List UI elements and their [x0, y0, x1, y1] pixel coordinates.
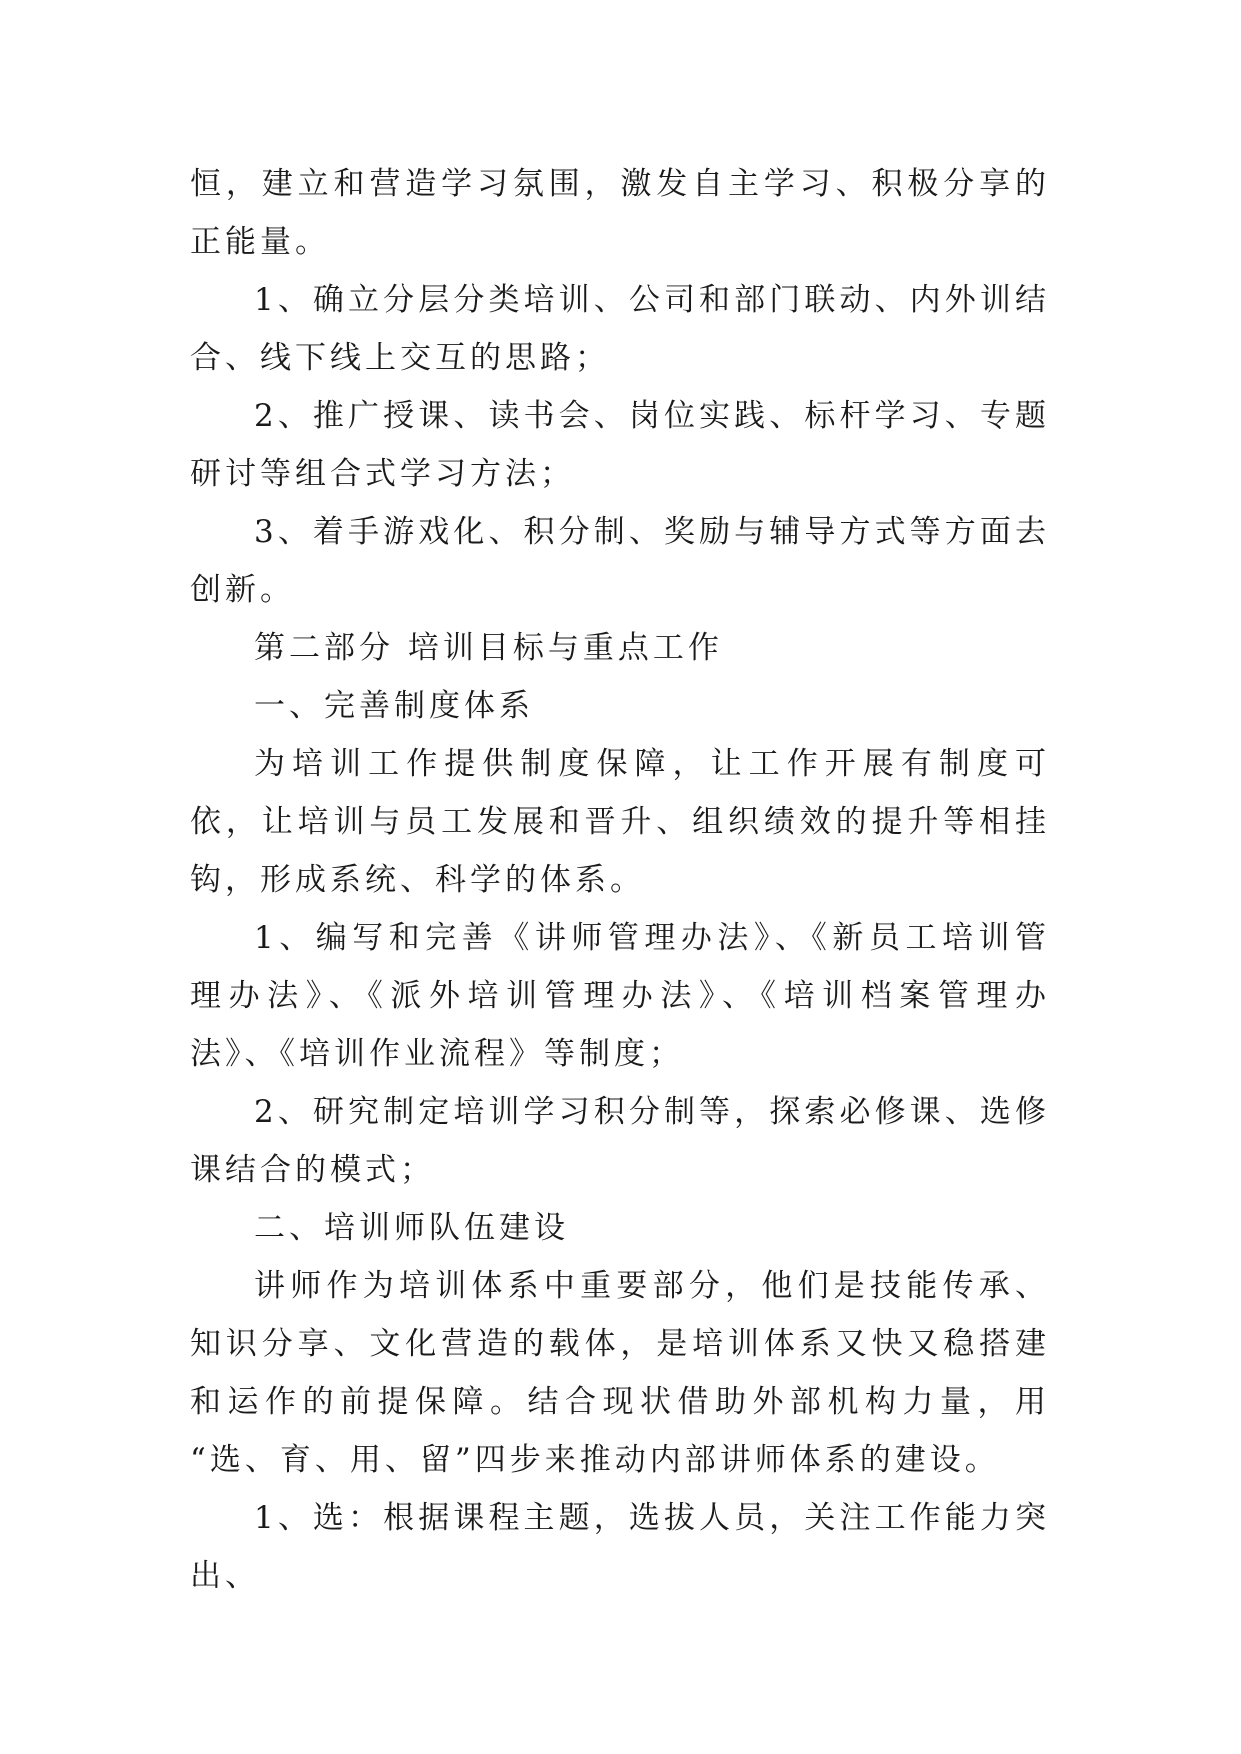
paragraph-trainers-item-1: 1、选：根据课程主题，选拔人员，关注工作能力突出、	[190, 1500, 1050, 1594]
paragraph-item-2: 2、推广授课、读书会、岗位实践、标杆学习、专题研讨等组合式学习方法；	[190, 398, 1050, 492]
paragraph-item-3: 3、着手游戏化、积分制、奖励与辅导方式等方面去创新。	[190, 514, 1050, 608]
paragraph-trainers-intro: 讲师作为培训体系中重要部分，他们是技能传承、知识分享、文化营造的载体，是培训体系又快又稳搭建和运作的前提保障。结合现状借助外部机构力量，用 “选、育、用、留”四步来推动内部讲师体系的建设。	[190, 1268, 1050, 1478]
document-body	[190, 155, 1050, 1605]
paragraph-system-item-2: 2、研究制定培训学习积分制等，探索必修课、选修课结合的模式；	[190, 1094, 1050, 1188]
subheading-system: 一、完善制度体系	[254, 688, 534, 724]
paragraph-system-intro: 为培训工作提供制度保障，让工作开展有制度可依，让培训与员工发展和晋升、组织绩效的提升等相挂钩，形成系统、科学的体系。	[190, 746, 1050, 898]
paragraph-item-1: 1、确立分层分类培训、公司和部门联动、内外训结合、线下线上交互的思路；	[190, 282, 1050, 376]
paragraph-system-item-1: 1、编写和完善《讲师管理办法》、《新员工培训管理办法》、《派外培训管理办法》、《培训档案管理办法》、《培训作业流程》等制度；	[190, 920, 1050, 1072]
paragraph-continuation: 恒，建立和营造学习氛围，激发自主学习、积极分享的正能量。	[190, 166, 1050, 260]
subheading-trainers: 二、培训师队伍建设	[254, 1210, 569, 1246]
section-heading-part-two: 第二部分 培训目标与重点工作	[254, 630, 723, 666]
